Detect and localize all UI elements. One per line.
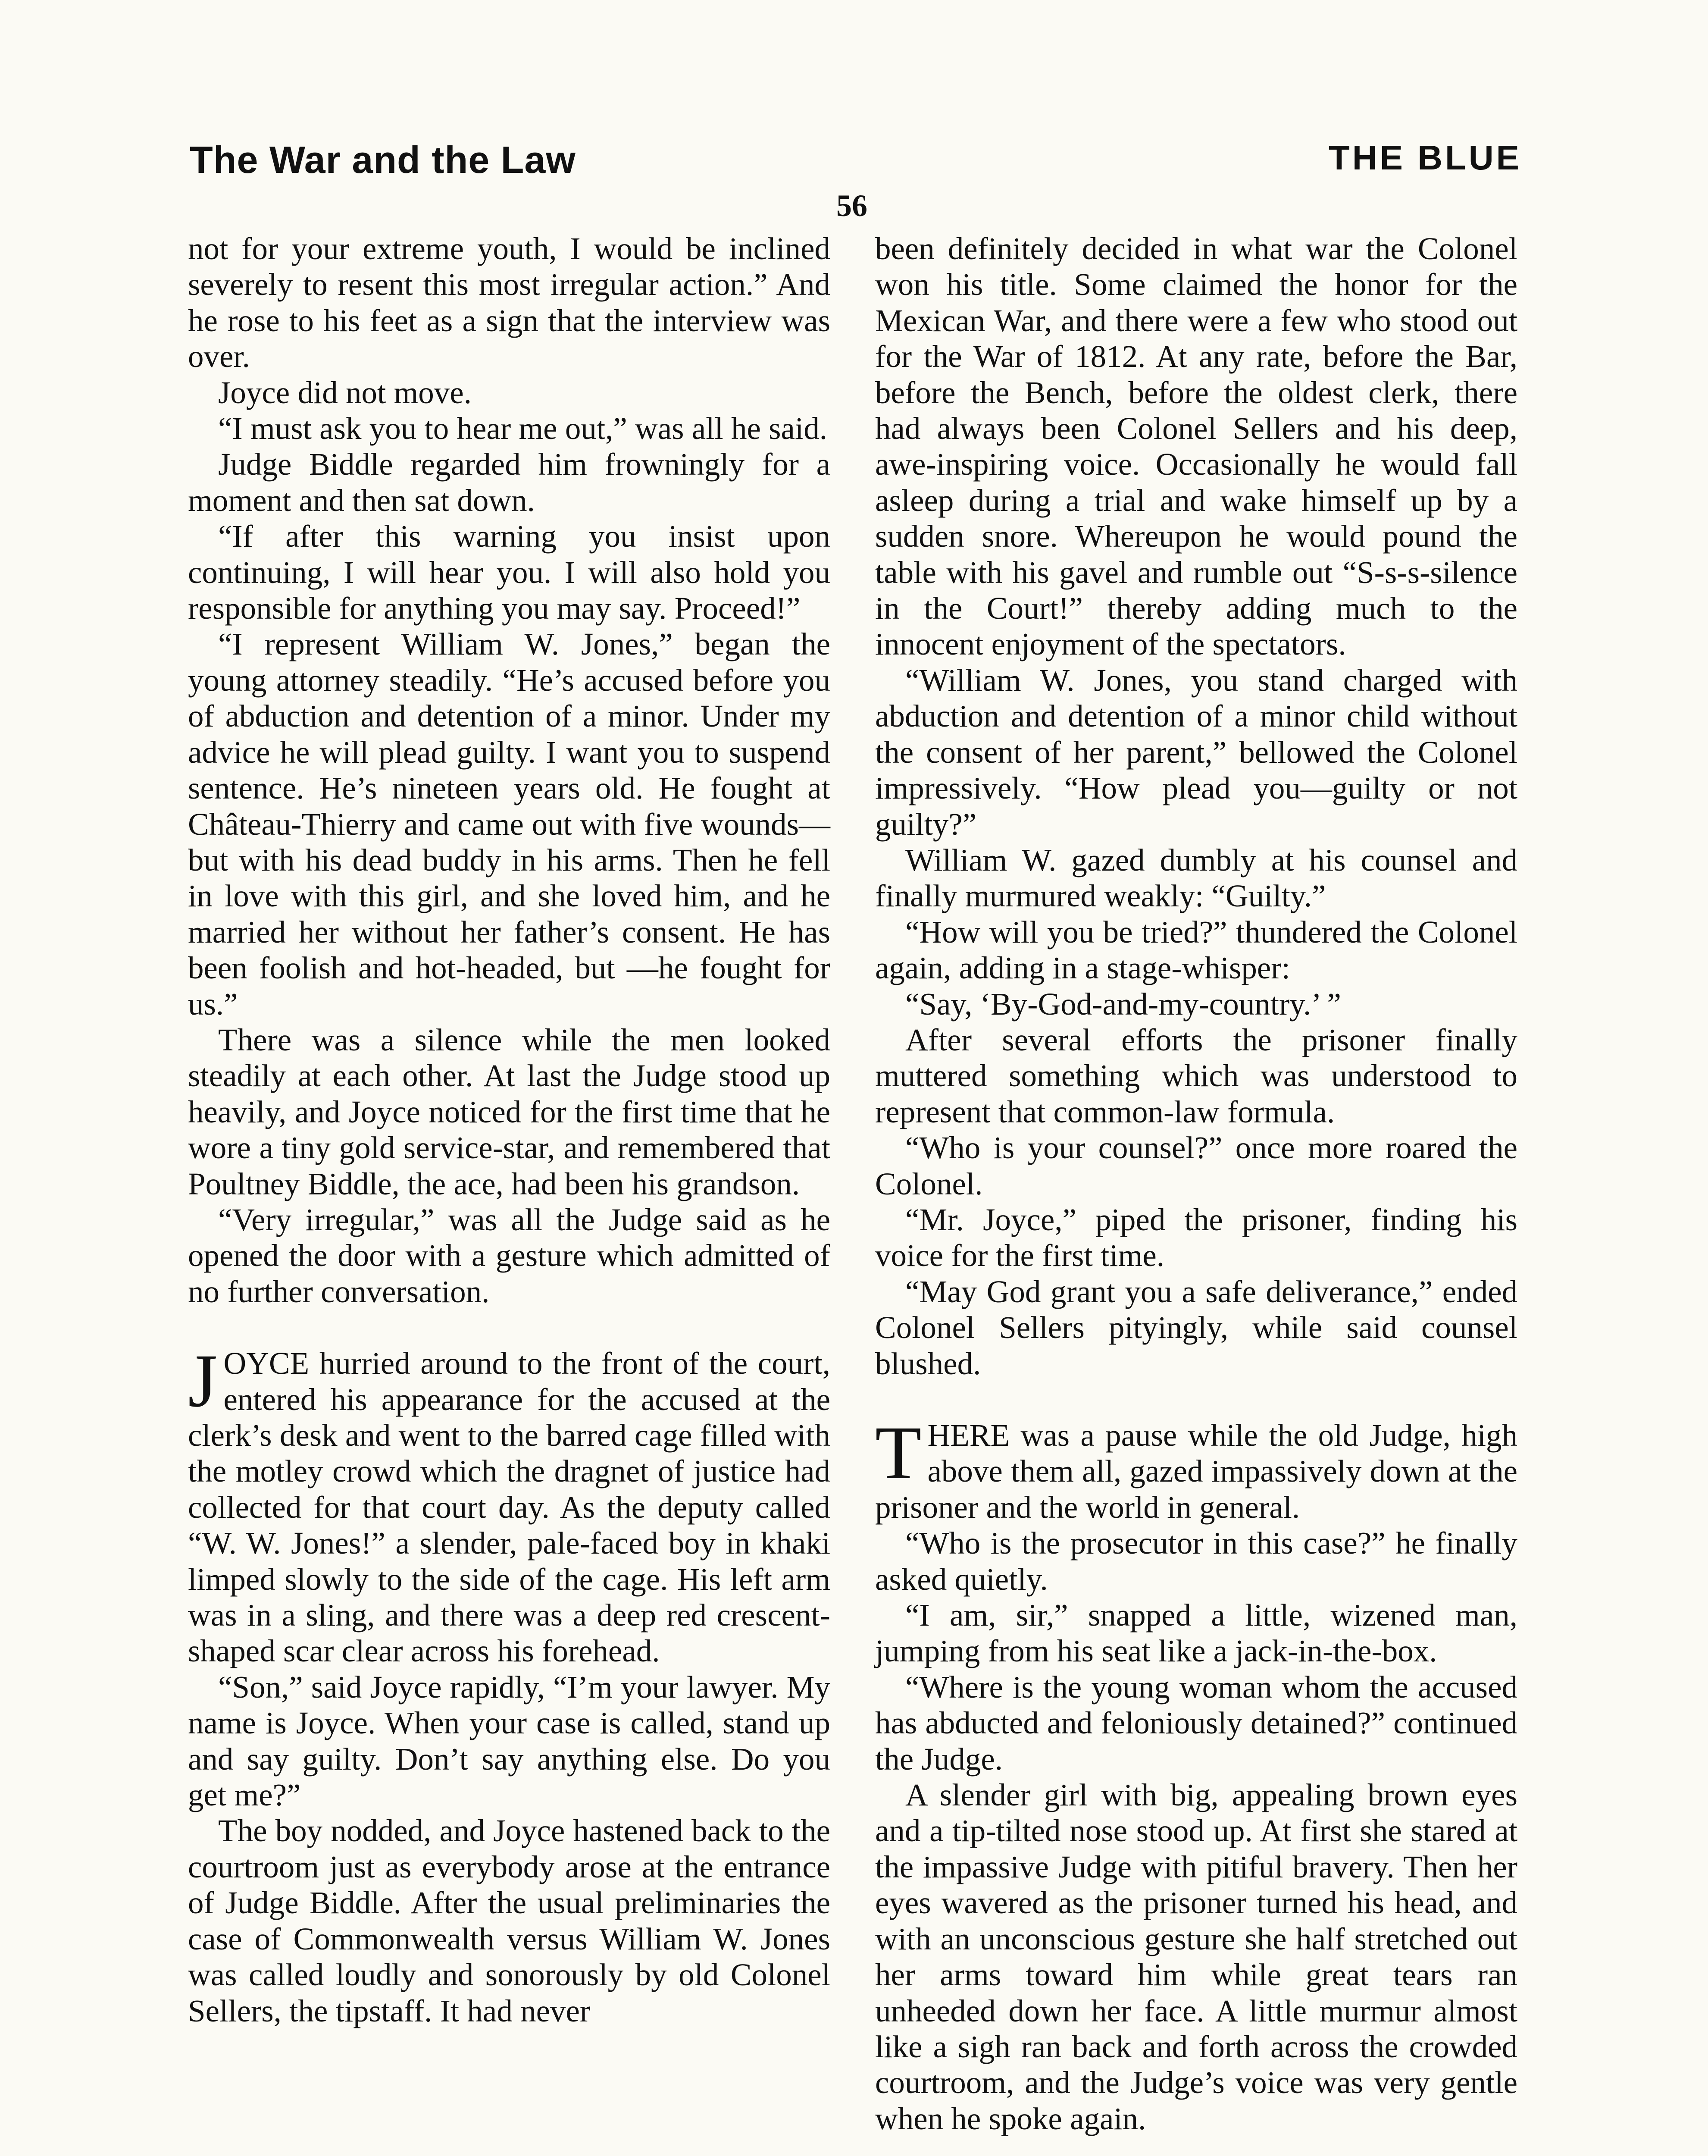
- paragraph: “Who is the prosecutor in this case?” he finally asked quietly.: [875, 1526, 1517, 1597]
- paragraph: been definitely decided in what war the Colonel won his title. Some claimed the honor for the Mexican War, and there were a few who stood out for the War of 1812. At any rate, before the Bar, before the Bench, before the oldest clerk, there had always been Colonel Sellers and his deep, awe-inspiring voice. Occasionally he would fall asleep during a trial and wake himself up by a sudden snore. Whereupon he would pound the table with his gavel and rumble out “S-s-s-silence in the Court!” thereby adding much to the innocent enjoyment of the spectators.: [875, 231, 1517, 662]
- left-column: [188, 231, 830, 2029]
- paragraph: “Son,” said Joyce rapidly, “I’m your lawyer. My name is Joyce. When your case is called, stand up and say guilty. Don’t say anything else. Do you get me?”: [188, 1669, 830, 1813]
- paragraph: William W. gazed dumbly at his counsel and finally murmured weakly: “Guilty.”: [875, 842, 1517, 914]
- paragraph: Joyce did not move.: [218, 375, 472, 410]
- paragraph: not for your extreme youth, I would be inclined severely to resent this most irregular action.” And he rose to his feet as a sign that the interview was over.: [188, 231, 830, 374]
- paragraph: Judge Biddle regarded him frowningly for a moment and then sat down.: [188, 447, 830, 518]
- paragraph: “Where is the young woman whom the accused has abducted and feloniously detained?” continued the Judge.: [875, 1669, 1517, 1777]
- paragraph-text: OYCE hurried around to the front of the court, entered his appearance for the accused at the clerk’s desk and went to the barred cage filled with the motley crowd which the dragnet of justice had collected for that court day. As the deputy called “W. W. Jones!” a slender, pale-faced boy in khaki limped slowly to the side of the cage. His left arm was in a sling, and there was a deep red crescent-shaped scar clear across his forehead.: [188, 1346, 830, 1669]
- paragraph: “If after this warning you insist upon continuing, I will hear you. I will also hold you responsible for anything you may say. Proceed!”: [188, 519, 830, 626]
- paragraph: “I am, sir,” snapped a little, wizened man, jumping from his seat like a jack-in-the-box.: [875, 1598, 1517, 1669]
- paragraph: There was a silence while the men looked steadily at each other. At last the Judge stood up heavily, and Joyce noticed for the first time that he wore a tiny gold service-star, and remembered that Poultney Biddle, the ace, had been his grandson.: [188, 1022, 830, 1201]
- paragraph: After several efforts the prisoner finally muttered something which was understood to represent that common-law formula.: [875, 1022, 1517, 1129]
- page-number: 56: [836, 188, 867, 223]
- paragraph-text: HERE was a pause while the old Judge, high above them all, gazed impassively down at the prisoner and the world in general.: [875, 1418, 1517, 1525]
- paragraph: “Very irregular,” was all the Judge said as he opened the door with a gesture which admitted of no further conversation.: [188, 1202, 830, 1309]
- paragraph: “Mr. Joyce,” piped the prisoner, finding his voice for the first time.: [875, 1202, 1517, 1273]
- paragraph: The boy nodded, and Joyce hastened back to the courtroom just as everybody arose at the entrance of Judge Biddle. After the usual preliminaries the case of Commonwealth versus William W. Jones was called loudly and sonorously by old Colonel Sellers, the tipstaff. It had never: [188, 1813, 830, 2028]
- paragraph: “I represent William W. Jones,” began the young attorney steadily. “He’s accused before you of abduction and detention of a minor. Under my advice he will plead guilty. I want you to suspend sentence. He’s nineteen years old. He fought at Château-Thierry and came out with five wounds—but with his dead buddy in his arms. Then he fell in love with this girl, and she loved him, and he married her without her father’s consent. He has been foolish and hot-headed, but —he fought for us.”: [188, 627, 830, 1022]
- story-title: The War and the Law: [190, 138, 576, 181]
- paragraph: “How will you be tried?” thundered the Colonel again, adding in a stage-whisper:: [875, 914, 1517, 986]
- drop-cap: T: [875, 1411, 922, 1495]
- paragraph: “I must ask you to hear me out,” was all he said.: [218, 411, 827, 446]
- paragraph: “William W. Jones, you stand charged with abduction and detention of a minor child without the consent of her parent,” bellowed the Colonel impressively. “How plead you—guilty or not guilty?”: [875, 662, 1517, 842]
- right-column: [875, 231, 1517, 2137]
- drop-cap: J: [188, 1339, 218, 1423]
- paragraph: A slender girl with big, appealing brown eyes and a tip-tilted nose stood up. At first she stared at the impassive Judge with pitiful bravery. Then her eyes wavered as the prisoner turned his head, and with an unconscious gesture she half stretched out her arms toward him while great tears ran unheeded down her face. A little murmur almost like a sigh ran back and forth across the crowded courtroom, and the Judge’s voice was very gentle when he spoke again.: [875, 1777, 1517, 2136]
- paragraph: “Who is your counsel?” once more roared the Colonel.: [875, 1130, 1517, 1201]
- paragraph: “Say, ‘By-God-and-my-country.’ ”: [905, 986, 1341, 1022]
- section-start-paragraph: [875, 1411, 1517, 1525]
- section-start-paragraph: [188, 1339, 830, 1669]
- magazine-name: THE BLUE: [1329, 138, 1522, 177]
- paragraph: “May God grant you a safe deliverance,” ended Colonel Sellers pityingly, while said counsel blushed.: [875, 1274, 1517, 1381]
